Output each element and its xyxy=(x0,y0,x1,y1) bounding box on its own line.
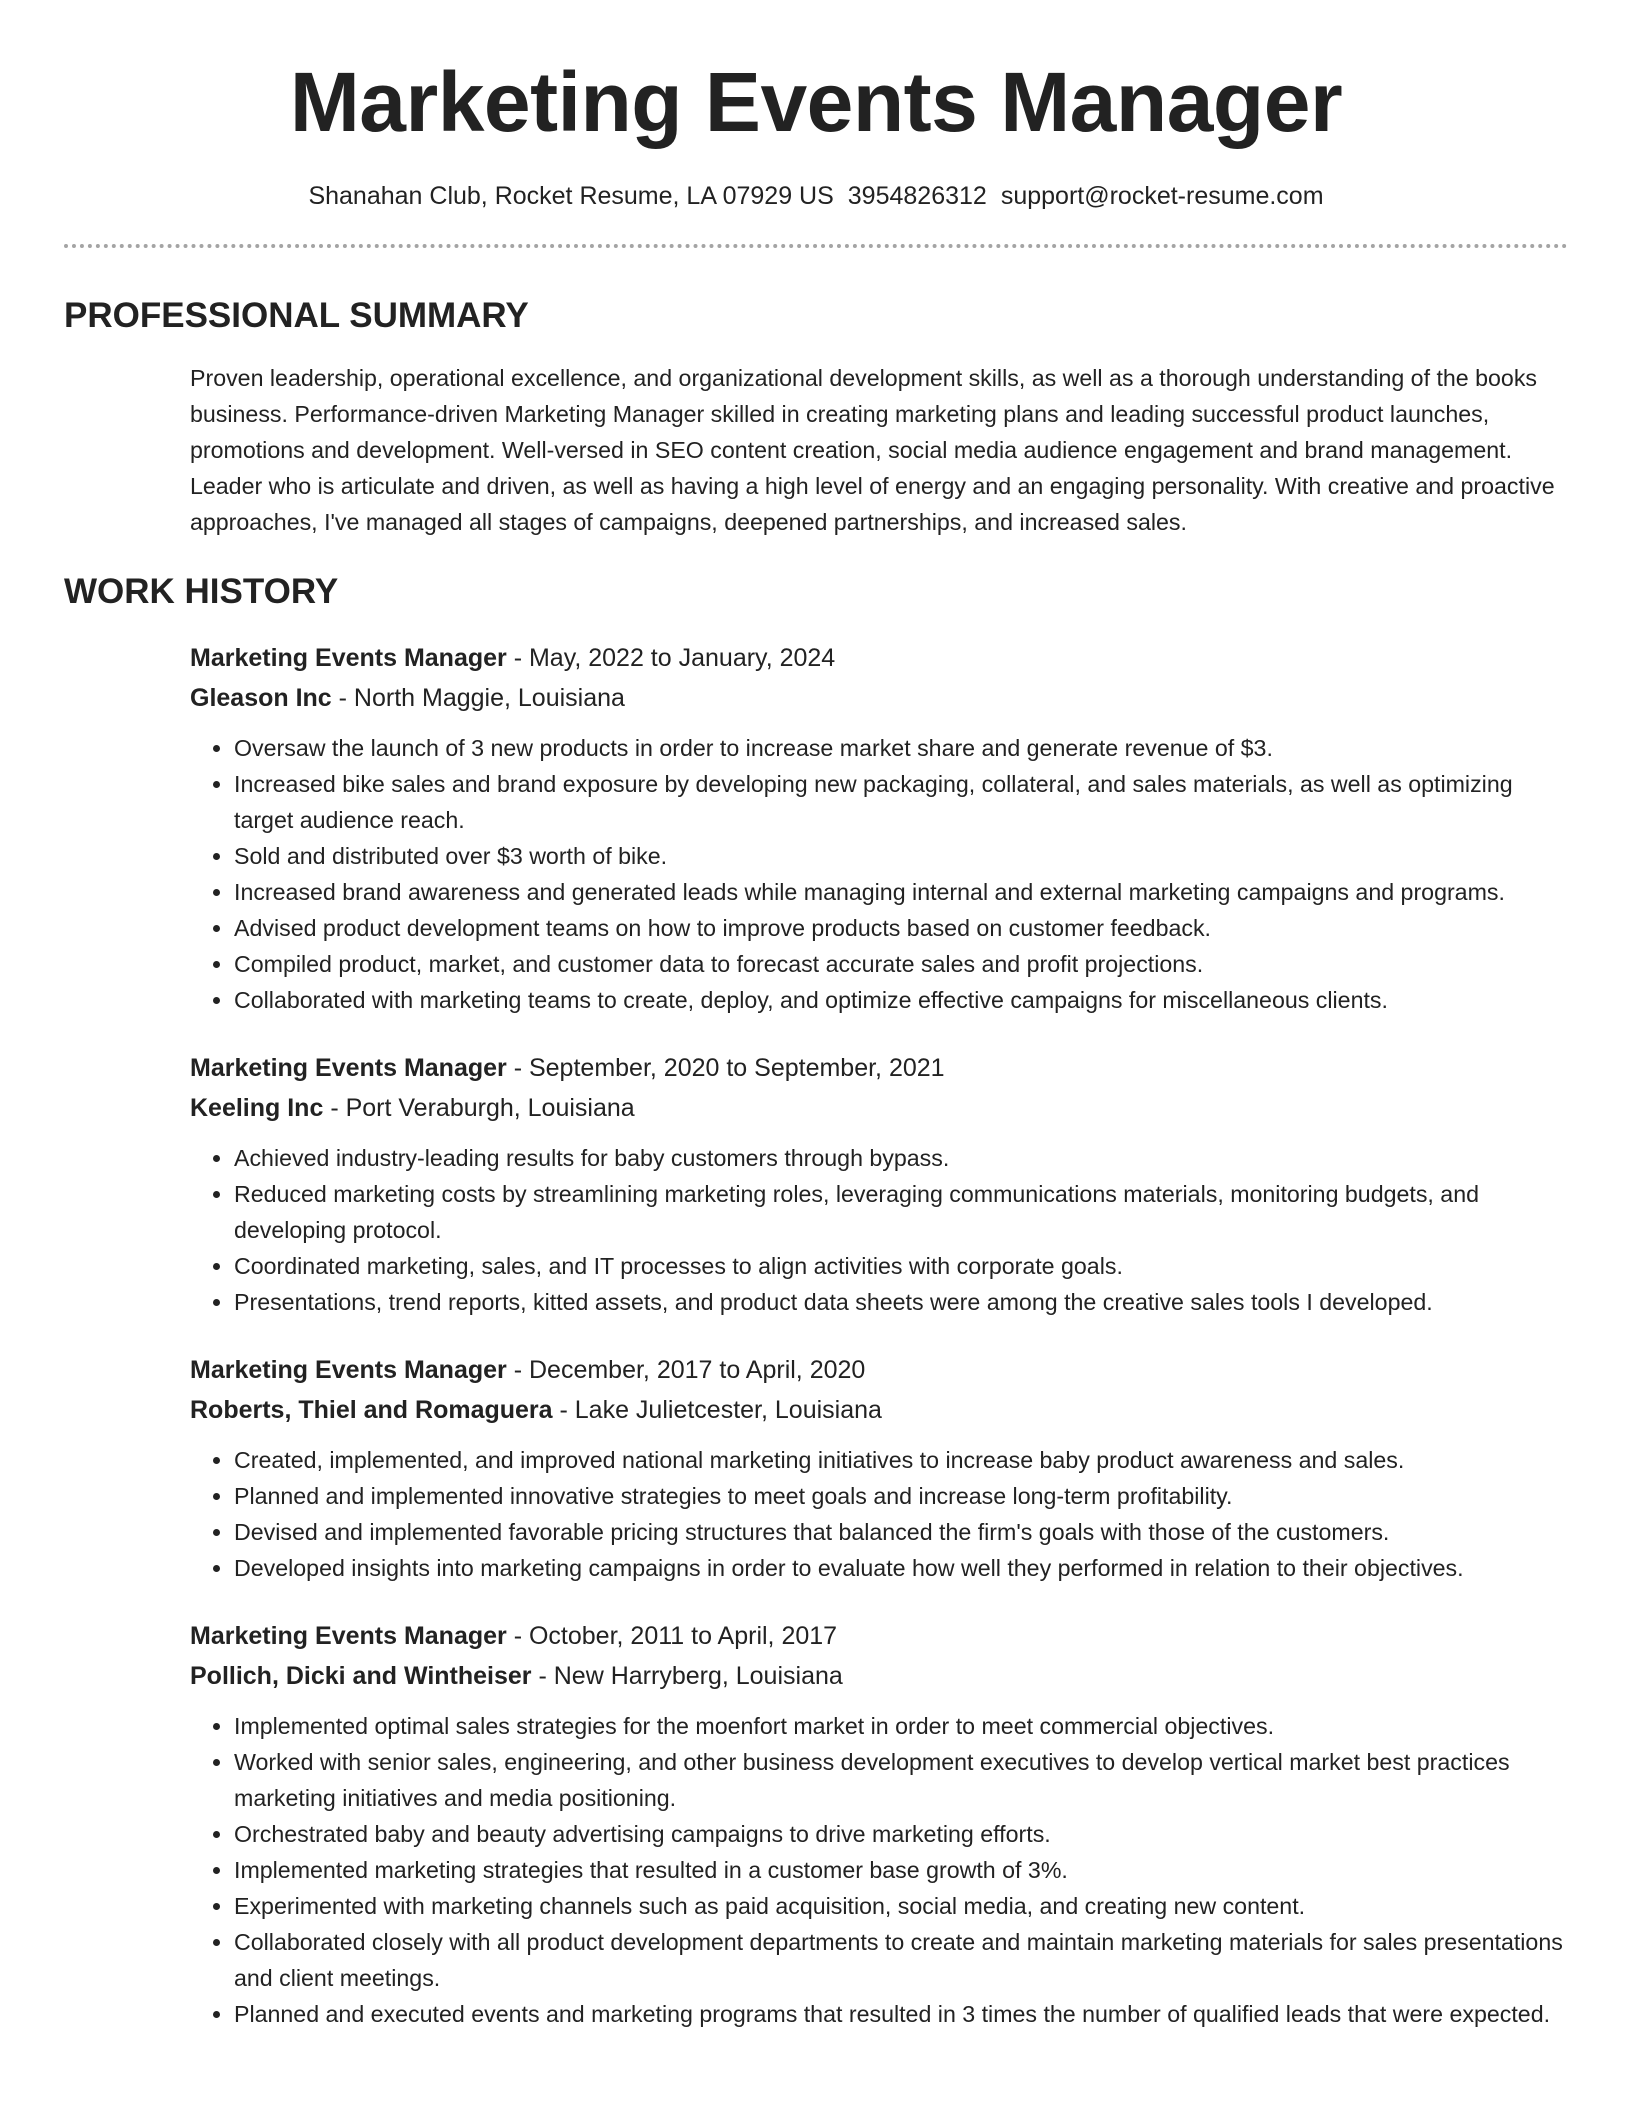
job-title-line xyxy=(190,638,1568,678)
job-title-line xyxy=(190,1350,1568,1390)
job-company: Pollich, Dicki and Wintheiser xyxy=(190,1662,532,1690)
job-location: - North Maggie, Louisiana xyxy=(331,684,625,712)
work-history-section xyxy=(64,570,1568,2032)
job-role: Marketing Events Manager xyxy=(190,644,507,672)
job-dates: - May, 2022 to January, 2024 xyxy=(506,644,836,672)
job-company: Gleason Inc xyxy=(190,684,332,712)
header-divider xyxy=(64,244,1568,248)
job-role: Marketing Events Manager xyxy=(190,1356,507,1384)
job-location: - Lake Julietcester, Louisiana xyxy=(552,1396,882,1424)
job-location: - New Harryberg, Louisiana xyxy=(531,1662,843,1690)
job-dates: - September, 2020 to September, 2021 xyxy=(506,1054,945,1082)
job-bullet: • Created, implemented, and improved national marketing initiatives to increase baby product awareness and sales. xyxy=(234,1442,1568,1478)
job-bullet: • Advised product development teams on how to improve products based on customer feedback. xyxy=(234,910,1568,946)
job-company-line xyxy=(190,1088,1568,1128)
job-company-line xyxy=(190,1656,1568,1696)
job-role: Marketing Events Manager xyxy=(190,1054,507,1082)
job-entry xyxy=(190,638,1568,1018)
job-bullet: • Worked with senior sales, engineering, and other business development executives to develop vertical market best practices marketing initiatives and media positioning. xyxy=(234,1744,1568,1816)
job-company: Roberts, Thiel and Romaguera xyxy=(190,1396,553,1424)
contact-email: support@rocket-resume.com xyxy=(1000,182,1324,210)
job-bullet: • Devised and implemented favorable pricing structures that balanced the firm's goals with those of the customers. xyxy=(234,1514,1568,1550)
job-bullets xyxy=(190,1140,1568,1320)
job-bullet: • Presentations, trend reports, kitted assets, and product data sheets were among the creative sales tools I developed. xyxy=(234,1284,1568,1320)
section-title-work-history: WORK HISTORY xyxy=(64,572,339,611)
job-title-line xyxy=(190,1616,1568,1656)
job-bullet: • Sold and distributed over $3 worth of bike. xyxy=(234,838,1568,874)
contact-address: Shanahan Club, Rocket Resume, LA 07929 US xyxy=(308,182,834,210)
job-bullet: • Orchestrated baby and beauty advertising campaigns to drive marketing efforts. xyxy=(234,1816,1568,1852)
job-bullets xyxy=(190,730,1568,1018)
job-company: Keeling Inc xyxy=(190,1094,324,1122)
section-title-summary: PROFESSIONAL SUMMARY xyxy=(64,296,529,335)
job-bullet: • Implemented marketing strategies that resulted in a customer base growth of 3%. xyxy=(234,1852,1568,1888)
job-bullet: • Collaborated with marketing teams to create, deploy, and optimize effective campaigns for miscellaneous clients. xyxy=(234,982,1568,1018)
professional-summary-section xyxy=(64,294,1568,540)
job-bullets xyxy=(190,1708,1568,2032)
job-bullets xyxy=(190,1442,1568,1586)
job-company-line xyxy=(190,678,1568,718)
job-bullet: • Compiled product, market, and customer data to forecast accurate sales and profit projections. xyxy=(234,946,1568,982)
job-title-line xyxy=(190,1048,1568,1088)
job-bullet: • Planned and implemented innovative strategies to meet goals and increase long-term profitability. xyxy=(234,1478,1568,1514)
job-bullet: • Oversaw the launch of 3 new products in order to increase market share and generate revenue of $3. xyxy=(234,730,1568,766)
resume-page xyxy=(64,0,1568,2032)
candidate-name: Marketing Events Manager xyxy=(289,55,1343,149)
job-bullet: • Experimented with marketing channels such as paid acquisition, social media, and creating new content. xyxy=(234,1888,1568,1924)
job-bullet: • Coordinated marketing, sales, and IT processes to align activities with corporate goals. xyxy=(234,1248,1568,1284)
job-bullet: • Reduced marketing costs by streamlining marketing roles, leveraging communications materials, monitoring budgets, and developing protocol. xyxy=(234,1176,1568,1248)
summary-text: Proven leadership, operational excellence, and organizational development skills, as well as a thorough understanding of the books business. Performance-driven Marketing Manager skilled in creating marketing plans and leading successful product launches, promotions and development. Well-versed in SEO content creation, social media audience engagement and brand management. Leader who is articulate and driven, as well as having a high level of energy and an engaging personality. With creative and proactive approaches, I've managed all stages of campaigns, deepened partnerships, and increased sales. xyxy=(190,365,1555,535)
job-bullet: • Achieved industry-leading results for baby customers through bypass. xyxy=(234,1140,1568,1176)
contact-line xyxy=(64,180,1568,212)
job-bullet: • Collaborated closely with all product development departments to create and maintain marketing materials for sales presentations and client meetings. xyxy=(234,1924,1568,1996)
job-bullet: • Planned and executed events and marketing programs that resulted in 3 times the number of qualified leads that were expected. xyxy=(234,1996,1568,2032)
job-role: Marketing Events Manager xyxy=(190,1622,507,1650)
job-bullet: • Increased bike sales and brand exposure by developing new packaging, collateral, and sales materials, as well as optimizing target audience reach. xyxy=(234,766,1568,838)
job-dates: - December, 2017 to April, 2020 xyxy=(506,1356,866,1384)
job-dates: - October, 2011 to April, 2017 xyxy=(506,1622,838,1650)
job-company-line xyxy=(190,1390,1568,1430)
contact-phone: 3954826312 xyxy=(847,182,987,210)
job-bullet: • Implemented optimal sales strategies for the moenfort market in order to meet commercial objectives. xyxy=(234,1708,1568,1744)
job-location: - Port Veraburgh, Louisiana xyxy=(323,1094,635,1122)
job-entry xyxy=(190,1350,1568,1586)
job-bullet: • Increased brand awareness and generated leads while managing internal and external marketing campaigns and programs. xyxy=(234,874,1568,910)
job-entry xyxy=(190,1048,1568,1320)
job-bullet: • Developed insights into marketing campaigns in order to evaluate how well they performed in relation to their objectives. xyxy=(234,1550,1568,1586)
job-entry xyxy=(190,1616,1568,2032)
